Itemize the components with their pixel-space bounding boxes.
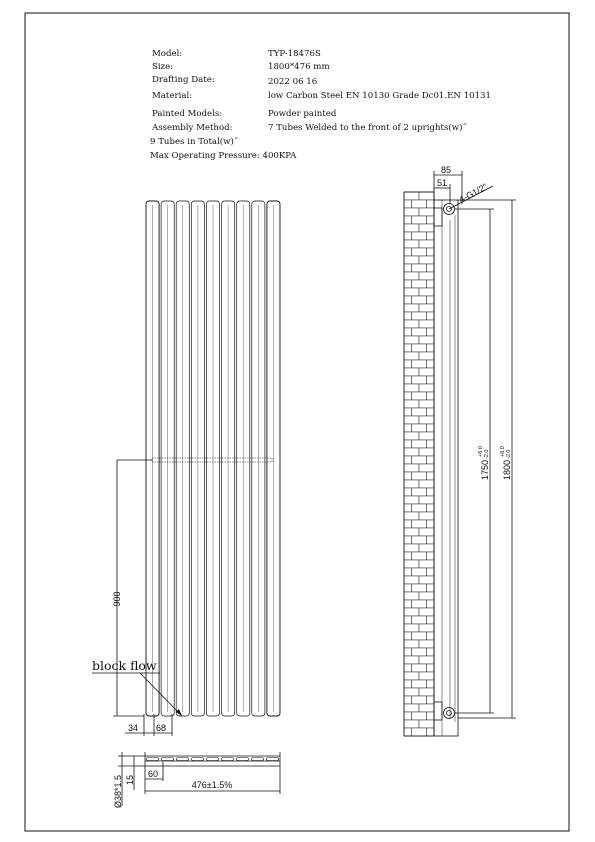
brick [427, 200, 435, 208]
brick [404, 520, 412, 528]
brick [412, 424, 427, 432]
brick [419, 624, 434, 632]
spec-tubes-total: 9 Tubes in Total(w)˝ [150, 137, 239, 147]
brick [404, 432, 419, 440]
block-flow-callout: block flow [92, 658, 157, 673]
brick [419, 288, 434, 296]
dim-tube-dia-text: Ø38*1.5 [113, 774, 123, 808]
brick [404, 528, 419, 536]
brick [404, 392, 412, 400]
brick [404, 568, 412, 576]
bottom-connection-inner [447, 711, 452, 716]
brick [404, 472, 412, 480]
brick [404, 376, 412, 384]
brick [412, 472, 427, 480]
brick [404, 224, 419, 232]
brick [404, 456, 412, 464]
dim-1750-tol-minus: -2.0 [484, 449, 490, 459]
brick [412, 264, 427, 272]
plan-tube-section [162, 758, 174, 761]
brick [404, 248, 412, 256]
brick [412, 504, 427, 512]
brick [404, 272, 419, 280]
brick [427, 712, 435, 720]
brick [419, 560, 434, 568]
spec-label-date: Drafting Date: [152, 75, 215, 85]
side-view [404, 165, 516, 736]
brick [427, 296, 435, 304]
plan-view [113, 752, 280, 808]
brick [404, 720, 419, 728]
brick [419, 192, 434, 200]
brick [419, 400, 434, 408]
front-view [92, 201, 280, 736]
brick [427, 664, 435, 672]
brick [404, 216, 412, 224]
brick [404, 232, 412, 240]
brick [427, 632, 435, 640]
brick [404, 696, 412, 704]
brick [404, 408, 412, 416]
brick [427, 456, 435, 464]
dim-1800-text: 1800 [502, 459, 512, 480]
brick [404, 552, 412, 560]
brick [404, 560, 419, 568]
brick [404, 448, 419, 456]
brick [427, 408, 435, 416]
brick [412, 648, 427, 656]
brick [404, 544, 419, 552]
brick [427, 280, 435, 288]
brick [404, 680, 412, 688]
dim-900-text: 900 [112, 591, 122, 607]
sheet-border [25, 13, 569, 831]
brick [404, 384, 419, 392]
brick [427, 536, 435, 544]
brick [412, 344, 427, 352]
brick [412, 248, 427, 256]
brick [427, 392, 435, 400]
brick [427, 344, 435, 352]
spec-label-size: Size: [152, 62, 174, 72]
spec-value-size: 1800*476 mm [268, 62, 330, 72]
brick [427, 232, 435, 240]
plan-tube-sections [147, 758, 279, 761]
brick [404, 440, 412, 448]
brick [427, 424, 435, 432]
brick [412, 728, 427, 736]
plan-tube-section [222, 758, 234, 761]
brick [419, 464, 434, 472]
brick [419, 368, 434, 376]
spec-value-model: TYP-18476S [268, 49, 321, 59]
spec-value-material: low Carbon Steel EN 10130 Grade Dc01.EN 10131 [268, 91, 491, 101]
brick [412, 712, 427, 720]
brick [404, 208, 419, 216]
brick [404, 616, 412, 624]
brick [404, 336, 419, 344]
dim-34-text: 34 [128, 723, 139, 733]
brick [412, 600, 427, 608]
brick [412, 616, 427, 624]
dim-1800-tol-plus: +6.0 [500, 446, 506, 457]
brick [404, 504, 412, 512]
dim-85-text: 85 [441, 165, 452, 175]
brick [412, 200, 427, 208]
brick [419, 528, 434, 536]
brick [427, 584, 435, 592]
brick [404, 400, 419, 408]
brick [404, 648, 412, 656]
brick-wall [404, 192, 434, 736]
brick [404, 312, 412, 320]
brick [427, 728, 435, 736]
brick [412, 488, 427, 496]
brick [412, 680, 427, 688]
brick [419, 512, 434, 520]
brick [419, 208, 434, 216]
brick [412, 456, 427, 464]
brick [419, 336, 434, 344]
brick [404, 368, 419, 376]
brick [427, 520, 435, 528]
plan-tube-section [237, 758, 249, 761]
brick [404, 264, 412, 272]
dim-15-text: 15 [125, 774, 135, 785]
brick [404, 704, 419, 712]
plan-tube-section [177, 758, 189, 761]
connection-label: 4-G1/2" [457, 181, 490, 205]
plan-tube-section [147, 758, 159, 761]
brick [404, 688, 419, 696]
brick [427, 696, 435, 704]
brick [404, 592, 419, 600]
brick [419, 496, 434, 504]
brick [419, 544, 434, 552]
radiator-upright-outer [434, 200, 458, 736]
brick [419, 480, 434, 488]
brick [404, 464, 419, 472]
brick [427, 680, 435, 688]
brick [419, 608, 434, 616]
spec-pressure: Max Operating Pressure: 400KPA [150, 151, 297, 161]
brick [419, 592, 434, 600]
brick [404, 288, 419, 296]
brick [412, 696, 427, 704]
brick [404, 200, 412, 208]
spec-value-assembly: 7 Tubes Welded to the front of 2 uprights(w)˝ [268, 123, 467, 133]
brick [412, 360, 427, 368]
brick [427, 616, 435, 624]
plan-tube-section [252, 758, 264, 761]
dim-1800-tol-minus: -2.0 [506, 449, 512, 459]
brick [412, 664, 427, 672]
radiator-tubes [146, 201, 280, 716]
brick [419, 576, 434, 584]
brick [419, 320, 434, 328]
brick [419, 704, 434, 712]
brick [427, 328, 435, 336]
inlet-band [152, 458, 272, 462]
brick [419, 672, 434, 680]
bottom-bracket [434, 702, 442, 720]
brick [404, 640, 419, 648]
brick [427, 648, 435, 656]
brick [404, 296, 412, 304]
brick [404, 344, 412, 352]
brick [404, 416, 419, 424]
spec-value-painted: Powder painted [268, 109, 337, 119]
brick [404, 352, 419, 360]
brick [404, 424, 412, 432]
brick [427, 472, 435, 480]
brick [419, 352, 434, 360]
brick [412, 328, 427, 336]
brick [404, 360, 412, 368]
brick [419, 240, 434, 248]
brick [412, 376, 427, 384]
brick [404, 536, 412, 544]
spec-value-date: 2022 06 16 [268, 77, 318, 87]
brick [404, 656, 419, 664]
brick [412, 552, 427, 560]
brick [419, 304, 434, 312]
brick [404, 256, 419, 264]
brick [419, 272, 434, 280]
brick [404, 192, 419, 200]
dim-51-text: 51 [437, 178, 448, 188]
brick [427, 360, 435, 368]
plan-tube-section [192, 758, 204, 761]
brick [427, 504, 435, 512]
brick [412, 216, 427, 224]
brick [419, 720, 434, 728]
brick [427, 440, 435, 448]
brick [404, 480, 419, 488]
brick [404, 712, 412, 720]
brick [404, 584, 412, 592]
brick [427, 600, 435, 608]
brick [412, 536, 427, 544]
brick [419, 256, 434, 264]
spec-label-assembly: Assembly Method: [152, 123, 233, 133]
brick [404, 608, 419, 616]
brick [419, 688, 434, 696]
spec-label-model: Model: [152, 49, 183, 59]
brick [419, 640, 434, 648]
brick [427, 264, 435, 272]
brick [404, 672, 419, 680]
brick [419, 432, 434, 440]
brick [427, 248, 435, 256]
dim-60-text: 60 [148, 769, 159, 779]
brick [419, 224, 434, 232]
brick [404, 728, 412, 736]
brick [412, 312, 427, 320]
brick [404, 304, 419, 312]
brick [412, 632, 427, 640]
brick [412, 520, 427, 528]
brick [404, 488, 412, 496]
brick [412, 296, 427, 304]
brick [419, 656, 434, 664]
dim-476-text: 476±1.5% [191, 780, 233, 790]
bottom-connection-outer [444, 708, 455, 719]
brick [427, 488, 435, 496]
brick [412, 568, 427, 576]
brick [412, 392, 427, 400]
brick [427, 216, 435, 224]
brick [419, 416, 434, 424]
dim-1750-text: 1750 [480, 459, 490, 480]
brick [404, 496, 419, 504]
brick [404, 576, 419, 584]
brick [404, 664, 412, 672]
brick [419, 448, 434, 456]
dim-1750-tol-plus: +6.0 [478, 446, 484, 457]
spec-label-painted: Painted Models: [152, 109, 223, 119]
brick [404, 632, 412, 640]
brick [427, 312, 435, 320]
plan-tube-section [207, 758, 219, 761]
spec-block [150, 49, 491, 161]
brick [427, 376, 435, 384]
brick [427, 568, 435, 576]
brick [419, 384, 434, 392]
brick [412, 280, 427, 288]
brick [404, 512, 419, 520]
dim-68-text: 68 [156, 723, 167, 733]
spec-label-material: Material: [152, 91, 193, 101]
brick [412, 232, 427, 240]
brick [412, 408, 427, 416]
brick [404, 320, 419, 328]
brick [427, 552, 435, 560]
brick [412, 584, 427, 592]
brick [412, 440, 427, 448]
top-bracket [434, 208, 442, 226]
brick [404, 600, 412, 608]
brick [404, 240, 419, 248]
brick [404, 280, 412, 288]
brick [404, 624, 419, 632]
plan-tube-section [267, 758, 279, 761]
brick [404, 328, 412, 336]
